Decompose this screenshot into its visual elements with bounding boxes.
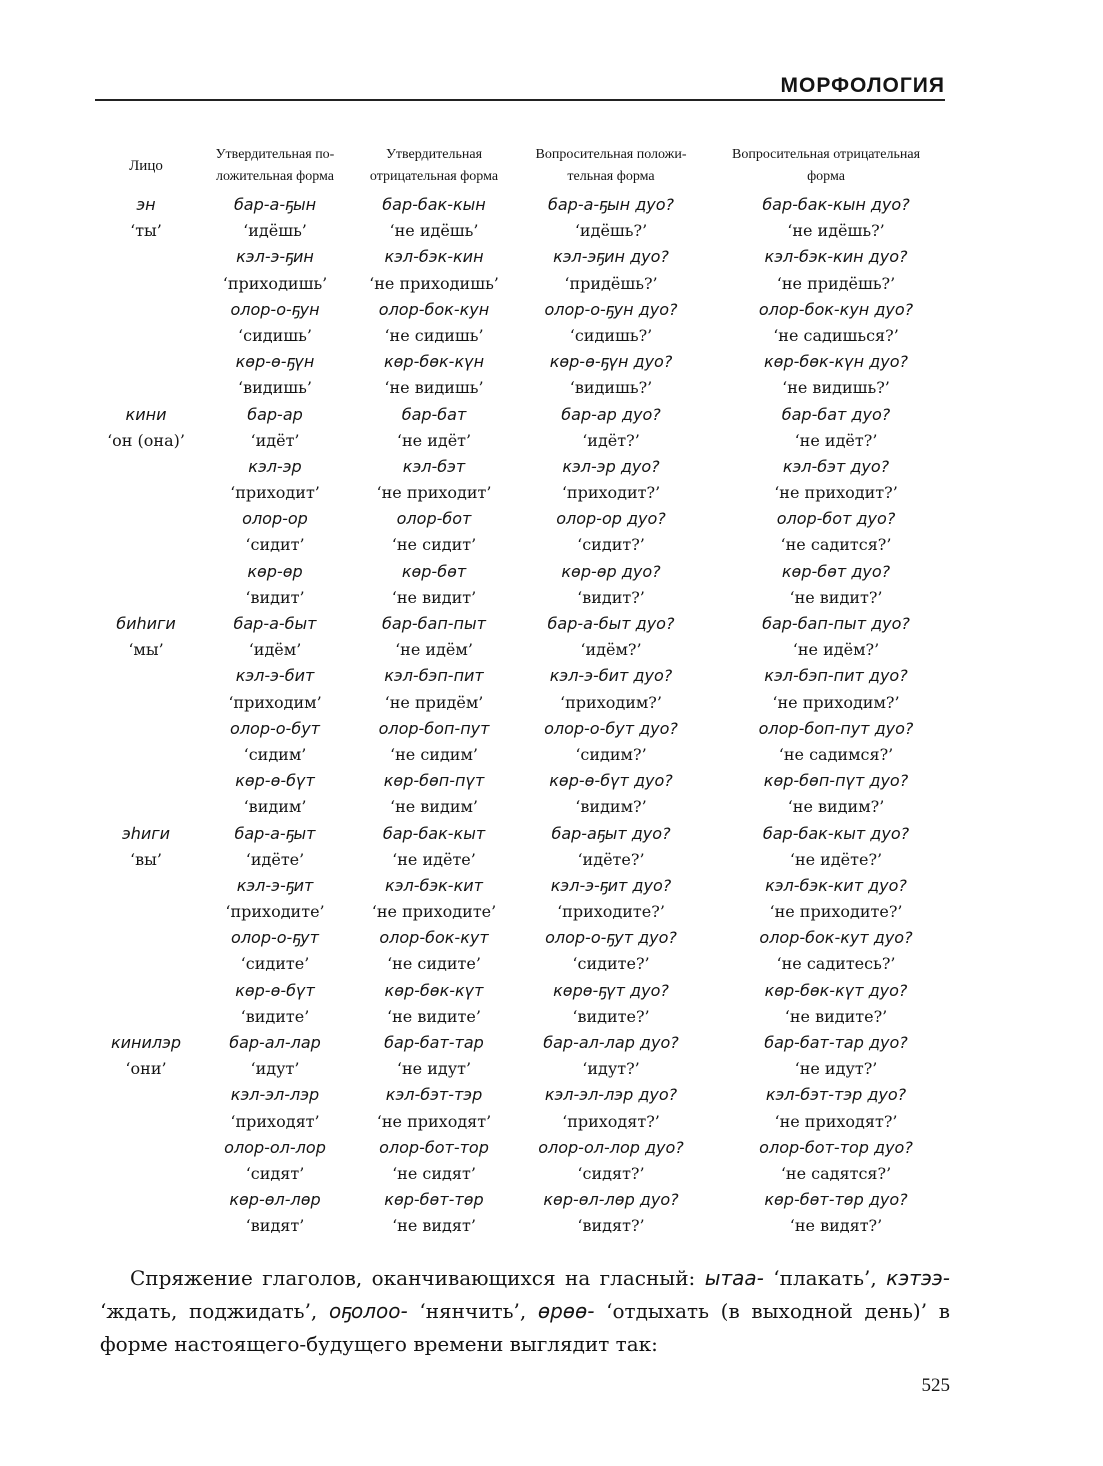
- interrogative-positive-cell: ‘приходят?’: [562, 1111, 660, 1131]
- interrogative-negative-cell: ‘не приходите?’: [769, 902, 903, 922]
- affirmative-negative-cell: ‘не видишь’: [384, 378, 484, 398]
- affirmative-negative-cell: ‘не сидишь’: [384, 325, 484, 345]
- interrogative-negative-cell: ‘не идёшь?’: [787, 221, 885, 241]
- interrogative-negative-cell: олор-бот дуо?: [776, 509, 896, 529]
- interrogative-negative-cell: ‘не идёте?’: [789, 849, 883, 869]
- interrogative-negative-cell: кэл-бэп-пит дуо?: [764, 666, 908, 686]
- person-cell: ‘ты’: [130, 221, 162, 241]
- affirmative-positive-cell: көр-ө-бүт: [235, 980, 315, 1000]
- table-row: [0, 559, 1103, 585]
- affirmative-positive-cell: ‘сидят’: [245, 1163, 305, 1183]
- table-row: [0, 218, 1103, 244]
- interrogative-negative-cell: ‘не идём?’: [792, 640, 880, 660]
- table-row: [0, 637, 1103, 663]
- gloss-rest: ‘отдыхать (в выходной день)’ в форме настоящего-будущего времени выглядит так:: [100, 1299, 950, 1356]
- affirmative-positive-cell: кэл-эл-лэр: [230, 1085, 320, 1105]
- affirmative-positive-cell: ‘приходят’: [230, 1111, 320, 1131]
- interrogative-positive-cell: кэл-э-бит дуо?: [549, 666, 673, 686]
- interrogative-negative-cell: олор-бок-кут дуо?: [759, 928, 913, 948]
- interrogative-positive-cell: кэл-эҕин дуо?: [553, 247, 669, 267]
- affirmative-positive-cell: ‘идёт’: [250, 430, 300, 450]
- affirmative-positive-cell: ‘приходите’: [225, 902, 325, 922]
- affirmative-positive-cell: олор-о-ҕун: [230, 299, 320, 319]
- interrogative-negative-cell: бар-бак-кыт дуо?: [762, 823, 910, 843]
- interrogative-negative-cell: ‘не идут?’: [794, 1059, 878, 1079]
- affirmative-negative-cell: ‘не видите’: [387, 1006, 481, 1026]
- affirmative-positive-cell: ‘сидишь’: [238, 325, 312, 345]
- affirmative-positive-cell: олор-ор: [242, 509, 308, 529]
- body-paragraph: [100, 1262, 950, 1361]
- person-cell: кини: [125, 404, 167, 424]
- interrogative-positive-cell: кэл-эл-лэр дуо?: [544, 1085, 678, 1105]
- word-cry: ытаа-: [704, 1266, 764, 1290]
- table-row: [0, 925, 1103, 951]
- interrogative-negative-cell: бар-бат дуо?: [781, 404, 891, 424]
- affirmative-negative-cell: ‘не идут’: [396, 1059, 472, 1079]
- interrogative-negative-cell: ‘не садишься?’: [773, 325, 899, 345]
- table-row: [0, 297, 1103, 323]
- affirmative-negative-cell: ‘не придём’: [384, 692, 484, 712]
- person-cell: эн: [136, 195, 156, 214]
- affirmative-negative-cell: ‘не идёт’: [396, 430, 472, 450]
- interrogative-negative-cell: көр-бөк-күт дуо?: [764, 980, 908, 1000]
- interrogative-positive-cell: ‘идут?’: [582, 1059, 640, 1079]
- affirmative-positive-cell: кэл-э-ҕит: [236, 875, 314, 895]
- interrogative-positive-cell: ‘видите?’: [572, 1006, 650, 1026]
- affirmative-positive-cell: бар-а-ҕын: [233, 195, 317, 214]
- interrogative-positive-cell: ‘сидит?’: [577, 535, 645, 555]
- affirmative-positive-cell: ‘сидим’: [243, 744, 307, 764]
- gloss-nurse: ‘нянчить’,: [407, 1299, 538, 1323]
- table-row: [0, 1213, 1103, 1239]
- person-cell: ‘мы’: [128, 640, 164, 660]
- interrogative-positive-cell: ‘видят?’: [577, 1216, 645, 1236]
- interrogative-negative-cell: ‘не видит?’: [789, 587, 883, 607]
- table-row: [0, 768, 1103, 794]
- affirmative-positive-cell: ‘сидите’: [240, 954, 310, 974]
- interrogative-positive-cell: бар-а-ҕын дуо?: [547, 195, 675, 214]
- affirmative-negative-cell: олор-бок-кун: [378, 299, 490, 319]
- interrogative-positive-cell: көр-өл-лөр дуо?: [543, 1190, 679, 1210]
- interrogative-negative-cell: бар-бап-пыт дуо?: [762, 614, 910, 633]
- person-cell: ‘он (она)’: [107, 430, 185, 450]
- table-row: [0, 951, 1103, 977]
- affirmative-positive-cell: ‘приходит’: [230, 483, 320, 503]
- affirmative-positive-cell: көр-өл-лөр: [229, 1190, 321, 1210]
- affirmative-negative-cell: олор-бот-тор: [379, 1137, 489, 1157]
- interrogative-positive-cell: ‘идём?’: [580, 640, 642, 660]
- affirmative-negative-cell: бар-бак-кын: [382, 195, 486, 214]
- table-row: [0, 506, 1103, 532]
- affirmative-positive-cell: ‘видим’: [243, 797, 307, 817]
- interrogative-negative-cell: кэл-бэт-тэр дуо?: [765, 1085, 907, 1105]
- interrogative-negative-cell: ‘не приходим?’: [772, 692, 900, 712]
- interrogative-positive-cell: олор-о-бут дуо?: [544, 718, 678, 738]
- word-wait: кэтээ-: [886, 1266, 951, 1290]
- table-row: [0, 821, 1103, 847]
- affirmative-positive-cell: олор-о-бут: [230, 718, 320, 738]
- affirmative-positive-cell: ‘видите’: [240, 1006, 310, 1026]
- interrogative-positive-cell: ‘сидите?’: [572, 954, 650, 974]
- interrogative-negative-cell: кэл-бэк-кин дуо?: [764, 247, 908, 267]
- table-row: [0, 899, 1103, 925]
- table-row: [0, 1004, 1103, 1030]
- table-row: [0, 742, 1103, 768]
- person-cell: эһиги: [121, 823, 171, 843]
- affirmative-positive-cell: ‘видят’: [245, 1216, 305, 1236]
- table-row: [0, 1135, 1103, 1161]
- affirmative-negative-cell: көр-бөт: [401, 561, 467, 581]
- table-row: [0, 244, 1103, 270]
- table-row: [0, 192, 1103, 218]
- interrogative-negative-cell: ‘не видите?’: [784, 1006, 888, 1026]
- affirmative-negative-cell: бар-бап-пыт: [382, 614, 486, 633]
- affirmative-negative-cell: ‘не приходят’: [376, 1111, 492, 1131]
- interrogative-positive-cell: ‘идёшь?’: [574, 221, 648, 241]
- interrogative-negative-cell: олор-бок-кун дуо?: [758, 299, 914, 319]
- interrogative-negative-cell: ‘не садитесь?’: [776, 954, 896, 974]
- column-header-interrogative-negative: Вопросительная отрицательная форма: [731, 147, 921, 184]
- affirmative-negative-cell: ‘не приходите’: [371, 902, 497, 922]
- table-row: [0, 1030, 1103, 1056]
- affirmative-positive-cell: кэл-э-ҕин: [236, 247, 314, 267]
- interrogative-positive-cell: ‘видит?’: [577, 587, 645, 607]
- person-cell: кинилэр: [110, 1033, 182, 1052]
- column-header-affirmative-positive: Утвердительная по- ложительная форма: [215, 147, 335, 184]
- table-row: [0, 978, 1103, 1004]
- interrogative-negative-cell: кэл-бэк-кит дуо?: [765, 875, 907, 895]
- affirmative-positive-cell: бар-ал-лар: [229, 1033, 321, 1052]
- interrogative-positive-cell: көр-ө-бүт дуо?: [549, 771, 673, 791]
- column-header-affirmative-negative: Утвердительная отрицательная форма: [369, 147, 499, 184]
- affirmative-negative-cell: ‘не идёшь’: [389, 221, 479, 241]
- table-row: [0, 1082, 1103, 1108]
- affirmative-negative-cell: ‘не сидят’: [392, 1163, 476, 1183]
- affirmative-positive-cell: ‘сидит’: [245, 535, 305, 555]
- interrogative-negative-cell: ‘не видят?’: [789, 1216, 883, 1236]
- affirmative-negative-cell: ‘не сидит’: [391, 535, 477, 555]
- interrogative-negative-cell: ‘не видишь?’: [782, 378, 890, 398]
- interrogative-negative-cell: олор-боп-пут дуо?: [758, 718, 914, 738]
- interrogative-negative-cell: ‘не приходят?’: [774, 1111, 898, 1131]
- affirmative-negative-cell: кэл-бэп-пит: [384, 666, 484, 686]
- interrogative-positive-cell: ‘сидим?’: [575, 744, 647, 764]
- person-cell: ‘вы’: [130, 849, 162, 869]
- interrogative-negative-cell: көр-бөт дуо?: [781, 561, 891, 581]
- affirmative-negative-cell: ‘не видим’: [389, 797, 479, 817]
- affirmative-negative-cell: олор-бок-кут: [379, 928, 489, 948]
- interrogative-positive-cell: ‘сидишь?’: [569, 325, 653, 345]
- page-number: 525: [921, 1375, 950, 1396]
- interrogative-positive-cell: ‘приходим?’: [560, 692, 662, 712]
- affirmative-negative-cell: ‘не видит’: [391, 587, 477, 607]
- interrogative-negative-cell: бар-бат-тар дуо?: [764, 1033, 908, 1052]
- interrogative-positive-cell: ‘приходит?’: [561, 483, 661, 503]
- interrogative-negative-cell: ‘не садимся?’: [778, 744, 894, 764]
- interrogative-positive-cell: ‘видим?’: [575, 797, 647, 817]
- affirmative-negative-cell: кэл-бэт-тэр: [385, 1085, 483, 1105]
- table-row: [0, 1109, 1103, 1135]
- affirmative-negative-cell: кэл-бэк-кит: [385, 875, 483, 895]
- affirmative-negative-cell: ‘не приходит’: [376, 483, 492, 503]
- table-row: [0, 454, 1103, 480]
- interrogative-positive-cell: ‘идёт?’: [582, 430, 640, 450]
- table-row: [0, 847, 1103, 873]
- gloss-cry: ‘плакать’,: [763, 1266, 887, 1290]
- person-cell: биһиги: [116, 614, 176, 633]
- table-row: [0, 611, 1103, 637]
- affirmative-positive-cell: кэл-э-бит: [235, 666, 315, 686]
- affirmative-positive-cell: ‘приходим’: [228, 692, 322, 712]
- interrogative-positive-cell: бар-а-быт дуо?: [547, 614, 675, 633]
- affirmative-positive-cell: ‘видит’: [245, 587, 305, 607]
- affirmative-negative-cell: кэл-бэт: [402, 456, 466, 476]
- interrogative-positive-cell: кэл-эр дуо?: [562, 456, 660, 476]
- affirmative-positive-cell: ‘идёшь’: [243, 221, 307, 241]
- interrogative-positive-cell: олор-о-ҕун дуо?: [544, 299, 678, 319]
- gloss-wait: ‘ждать, поджидать’,: [100, 1299, 329, 1323]
- affirmative-negative-cell: ‘не идёте’: [392, 849, 476, 869]
- table-row: [0, 402, 1103, 428]
- column-header-interrogative-positive: Вопросительная положи- тельная форма: [535, 147, 687, 184]
- interrogative-negative-cell: олор-бот-тор дуо?: [759, 1137, 913, 1157]
- affirmative-positive-cell: бар-а-ҕыт: [234, 823, 316, 843]
- interrogative-positive-cell: олор-о-ҕут дуо?: [545, 928, 677, 948]
- table-row: [0, 375, 1103, 401]
- affirmative-positive-cell: бар-ар: [247, 404, 303, 424]
- table-row: [0, 716, 1103, 742]
- interrogative-negative-cell: ‘не приходит?’: [774, 483, 898, 503]
- table-row: [0, 323, 1103, 349]
- interrogative-positive-cell: көрө-ҕүт дуо?: [553, 980, 669, 1000]
- table-row: [0, 349, 1103, 375]
- interrogative-positive-cell: олор-ор дуо?: [556, 509, 666, 529]
- affirmative-negative-cell: кэл-бэк-кин: [384, 247, 484, 267]
- interrogative-positive-cell: көр-ө-ҕүн дуо?: [549, 352, 673, 372]
- table-row: [0, 428, 1103, 454]
- interrogative-negative-cell: көр-бөп-пүт дуо?: [763, 771, 909, 791]
- affirmative-positive-cell: олор-о-ҕут: [231, 928, 319, 948]
- running-title: МОРФОЛОГИЯ: [780, 74, 945, 97]
- interrogative-positive-cell: ‘идёте?’: [577, 849, 645, 869]
- affirmative-negative-cell: көр-бөп-пүт: [383, 771, 485, 791]
- affirmative-negative-cell: бар-бак-кыт: [382, 823, 486, 843]
- affirmative-negative-cell: ‘не сидите’: [387, 954, 481, 974]
- affirmative-positive-cell: ‘приходишь’: [222, 273, 328, 293]
- interrogative-negative-cell: ‘не садятся?’: [780, 1163, 892, 1183]
- affirmative-negative-cell: көр-бөк-күн: [383, 352, 485, 372]
- affirmative-negative-cell: олор-боп-пут: [378, 718, 490, 738]
- interrogative-negative-cell: ‘не садится?’: [780, 535, 892, 555]
- table-row: [0, 663, 1103, 689]
- affirmative-negative-cell: ‘не сидим’: [390, 744, 478, 764]
- table-row: [0, 1161, 1103, 1187]
- interrogative-positive-cell: ‘видишь?’: [569, 378, 653, 398]
- interrogative-negative-cell: ‘не придёшь?’: [776, 273, 896, 293]
- table-row: [0, 532, 1103, 558]
- person-cell: ‘они’: [125, 1059, 167, 1079]
- affirmative-positive-cell: көр-ө-ҕүн: [235, 352, 315, 372]
- header-rule: [95, 99, 945, 101]
- table-row: [0, 794, 1103, 820]
- interrogative-negative-cell: ‘не идёт?’: [794, 430, 878, 450]
- interrogative-positive-cell: ‘придёшь?’: [564, 273, 658, 293]
- interrogative-negative-cell: кэл-бэт дуо?: [782, 456, 890, 476]
- table-row: [0, 1056, 1103, 1082]
- table-row: [0, 1187, 1103, 1213]
- affirmative-negative-cell: бар-бат: [401, 404, 467, 424]
- word-nurse: оҕолоо-: [328, 1299, 408, 1323]
- interrogative-positive-cell: кэл-э-ҕит дуо?: [550, 875, 672, 895]
- table-row: [0, 271, 1103, 297]
- affirmative-positive-cell: ‘идёте’: [245, 849, 305, 869]
- table-body: [0, 192, 1103, 1240]
- interrogative-negative-cell: ‘не видим?’: [787, 797, 885, 817]
- column-header-person: Лицо: [129, 158, 163, 174]
- affirmative-positive-cell: кэл-эр: [248, 456, 302, 476]
- affirmative-negative-cell: ‘не идём’: [395, 640, 473, 660]
- interrogative-positive-cell: бар-ар дуо?: [561, 404, 661, 424]
- interrogative-positive-cell: бар-аҕыт дуо?: [551, 823, 671, 843]
- interrogative-positive-cell: бар-ал-лар дуо?: [543, 1033, 679, 1052]
- table-row: [0, 873, 1103, 899]
- affirmative-negative-cell: ‘не приходишь’: [369, 273, 499, 293]
- affirmative-negative-cell: көр-бөт-төр: [384, 1190, 484, 1210]
- affirmative-positive-cell: ‘идём’: [248, 640, 302, 660]
- interrogative-positive-cell: ‘сидят?’: [577, 1163, 645, 1183]
- table-row: [0, 690, 1103, 716]
- affirmative-positive-cell: бар-а-быт: [233, 614, 317, 633]
- interrogative-positive-cell: көр-өр дуо?: [561, 561, 661, 581]
- affirmative-positive-cell: ‘идут’: [250, 1059, 300, 1079]
- affirmative-positive-cell: олор-ол-лор: [224, 1137, 326, 1157]
- paragraph-text-1: Спряжение глаголов, оканчивающихся на гласный:: [130, 1266, 705, 1290]
- interrogative-positive-cell: ‘приходите?’: [557, 902, 665, 922]
- affirmative-positive-cell: көр-өр: [247, 561, 303, 581]
- affirmative-negative-cell: бар-бат-тар: [384, 1033, 484, 1052]
- interrogative-negative-cell: көр-бөт-төр дуо?: [764, 1190, 908, 1210]
- table-row: [0, 480, 1103, 506]
- affirmative-positive-cell: ‘видишь’: [238, 378, 312, 398]
- interrogative-negative-cell: көр-бөк-күн дуо?: [764, 352, 908, 372]
- affirmative-negative-cell: ‘не видят’: [392, 1216, 476, 1236]
- affirmative-negative-cell: көр-бөк-күт: [384, 980, 484, 1000]
- table-row: [0, 585, 1103, 611]
- affirmative-positive-cell: көр-ө-бүт: [235, 771, 315, 791]
- interrogative-negative-cell: бар-бак-кын дуо?: [762, 195, 910, 214]
- interrogative-positive-cell: олор-ол-лор дуо?: [538, 1137, 684, 1157]
- affirmative-negative-cell: олор-бот: [396, 509, 472, 529]
- word-rest: өрөө-: [537, 1299, 595, 1323]
